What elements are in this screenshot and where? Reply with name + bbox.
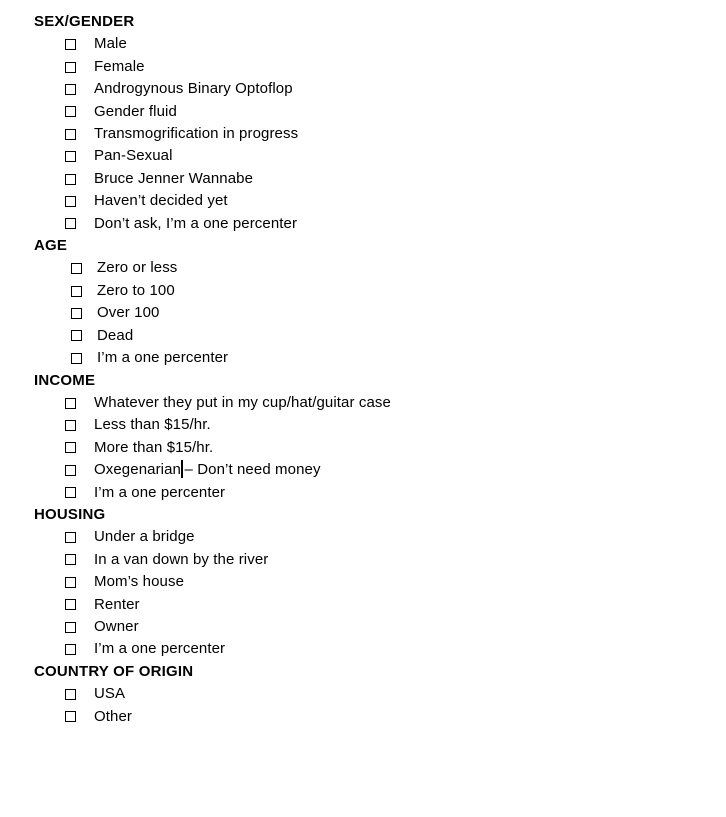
item-label: I’m a one percenter bbox=[94, 640, 226, 658]
checkbox-list bbox=[34, 392, 726, 504]
checkbox-unchecked-icon[interactable] bbox=[65, 442, 76, 453]
item-label: Female bbox=[94, 57, 145, 75]
checkbox-item bbox=[34, 706, 726, 728]
checkbox-unchecked-icon[interactable] bbox=[71, 308, 82, 319]
checkbox-item bbox=[34, 123, 726, 145]
checkbox-item bbox=[34, 482, 726, 504]
checkbox-unchecked-icon[interactable] bbox=[65, 39, 76, 50]
section-housing bbox=[34, 504, 726, 661]
item-label: Bruce Jenner Wannabe bbox=[94, 169, 254, 187]
item-label: Renter bbox=[94, 595, 140, 613]
checkbox-unchecked-icon[interactable] bbox=[71, 353, 82, 364]
item-label: Zero or less bbox=[97, 259, 178, 277]
checkbox-unchecked-icon[interactable] bbox=[71, 330, 82, 341]
text-cursor bbox=[181, 460, 183, 478]
item-label: Less than $15/hr. bbox=[94, 416, 211, 434]
checkbox-unchecked-icon[interactable] bbox=[65, 84, 76, 95]
checkbox-item bbox=[34, 526, 726, 548]
checkbox-item bbox=[34, 190, 726, 212]
checkbox-item bbox=[34, 571, 726, 593]
checkbox-unchecked-icon[interactable] bbox=[65, 622, 76, 633]
checkbox-item bbox=[34, 437, 726, 459]
checkbox-item bbox=[34, 347, 726, 369]
item-label: I’m a one percenter bbox=[94, 483, 226, 501]
checkbox-item bbox=[34, 302, 726, 324]
checkbox-item bbox=[34, 638, 726, 660]
section-heading-sex-gender: SEX/GENDER bbox=[34, 13, 135, 30]
checkbox-item bbox=[34, 459, 726, 481]
item-label: In a van down by the river bbox=[94, 550, 269, 568]
checkbox-item bbox=[34, 683, 726, 705]
checkbox-item bbox=[34, 280, 726, 302]
checkbox-item bbox=[34, 33, 726, 55]
checkbox-unchecked-icon[interactable] bbox=[65, 151, 76, 162]
item-label bbox=[94, 459, 321, 481]
checkbox-item bbox=[34, 594, 726, 616]
checkbox-item bbox=[34, 213, 726, 235]
checkbox-item bbox=[34, 414, 726, 436]
item-label: Don’t ask, I’m a one percenter bbox=[94, 214, 298, 232]
section-country-of-origin bbox=[34, 661, 726, 728]
item-label: Pan-Sexual bbox=[94, 147, 173, 165]
checkbox-list bbox=[34, 257, 726, 369]
section-income bbox=[34, 370, 726, 504]
checkbox-item bbox=[34, 168, 726, 190]
checkbox-unchecked-icon[interactable] bbox=[71, 263, 82, 274]
checkbox-list bbox=[34, 33, 726, 235]
checkbox-unchecked-icon[interactable] bbox=[65, 174, 76, 185]
item-label: Mom’s house bbox=[94, 573, 185, 591]
item-label: Male bbox=[94, 35, 127, 53]
checkbox-item bbox=[34, 56, 726, 78]
checkbox-unchecked-icon[interactable] bbox=[65, 532, 76, 543]
checkbox-unchecked-icon[interactable] bbox=[65, 129, 76, 140]
checkbox-item bbox=[34, 549, 726, 571]
item-label: Dead bbox=[97, 326, 134, 344]
section-age bbox=[34, 235, 726, 369]
checkbox-unchecked-icon[interactable] bbox=[65, 577, 76, 588]
checkbox-unchecked-icon[interactable] bbox=[65, 420, 76, 431]
checkbox-item bbox=[34, 101, 726, 123]
checkbox-unchecked-icon[interactable] bbox=[65, 554, 76, 565]
checkbox-unchecked-icon[interactable] bbox=[65, 196, 76, 207]
checkbox-unchecked-icon[interactable] bbox=[65, 644, 76, 655]
item-label: Over 100 bbox=[97, 304, 160, 322]
checkbox-item bbox=[34, 616, 726, 638]
item-label: Transmogrification in progress bbox=[94, 125, 299, 143]
section-heading-country-of-origin: COUNTRY OF ORIGIN bbox=[34, 662, 194, 680]
checkbox-unchecked-icon[interactable] bbox=[65, 465, 76, 476]
checkbox-item bbox=[34, 145, 726, 167]
checkbox-item bbox=[34, 325, 726, 347]
item-label: Gender fluid bbox=[94, 102, 177, 120]
item-label: More than $15/hr. bbox=[94, 438, 214, 456]
checkbox-unchecked-icon[interactable] bbox=[65, 62, 76, 73]
item-label: Other bbox=[94, 707, 133, 725]
checkbox-list bbox=[34, 683, 726, 728]
checkbox-unchecked-icon[interactable] bbox=[65, 398, 76, 409]
item-label: Zero to 100 bbox=[97, 281, 175, 299]
checkbox-item bbox=[34, 257, 726, 279]
item-label: Under a bridge bbox=[94, 528, 195, 546]
item-label: I’m a one percenter bbox=[97, 349, 229, 367]
checkbox-unchecked-icon[interactable] bbox=[65, 218, 76, 229]
item-label: USA bbox=[94, 685, 126, 703]
checkbox-unchecked-icon[interactable] bbox=[65, 487, 76, 498]
checkbox-unchecked-icon[interactable] bbox=[65, 599, 76, 610]
item-label: Owner bbox=[94, 617, 139, 635]
checkbox-unchecked-icon[interactable] bbox=[71, 286, 82, 297]
item-label: Whatever they put in my cup/hat/guitar case bbox=[94, 393, 391, 411]
checkbox-unchecked-icon[interactable] bbox=[65, 689, 76, 700]
item-label: Haven’t decided yet bbox=[94, 192, 228, 210]
checkbox-unchecked-icon[interactable] bbox=[65, 711, 76, 722]
item-label-after-cursor: – Don’t need money bbox=[184, 461, 321, 479]
section-heading-age: AGE bbox=[34, 237, 68, 255]
checkbox-list bbox=[34, 526, 726, 660]
section-heading-income: INCOME bbox=[34, 371, 96, 389]
section-heading-housing: HOUSING bbox=[34, 505, 106, 523]
checkbox-item bbox=[34, 392, 726, 414]
section-sex-gender bbox=[34, 11, 726, 235]
item-label: Androgynous Binary Optoflop bbox=[94, 80, 293, 98]
checkbox-unchecked-icon[interactable] bbox=[65, 106, 76, 117]
checkbox-item bbox=[34, 78, 726, 100]
item-label-before-cursor: Oxegenarian bbox=[94, 461, 181, 479]
